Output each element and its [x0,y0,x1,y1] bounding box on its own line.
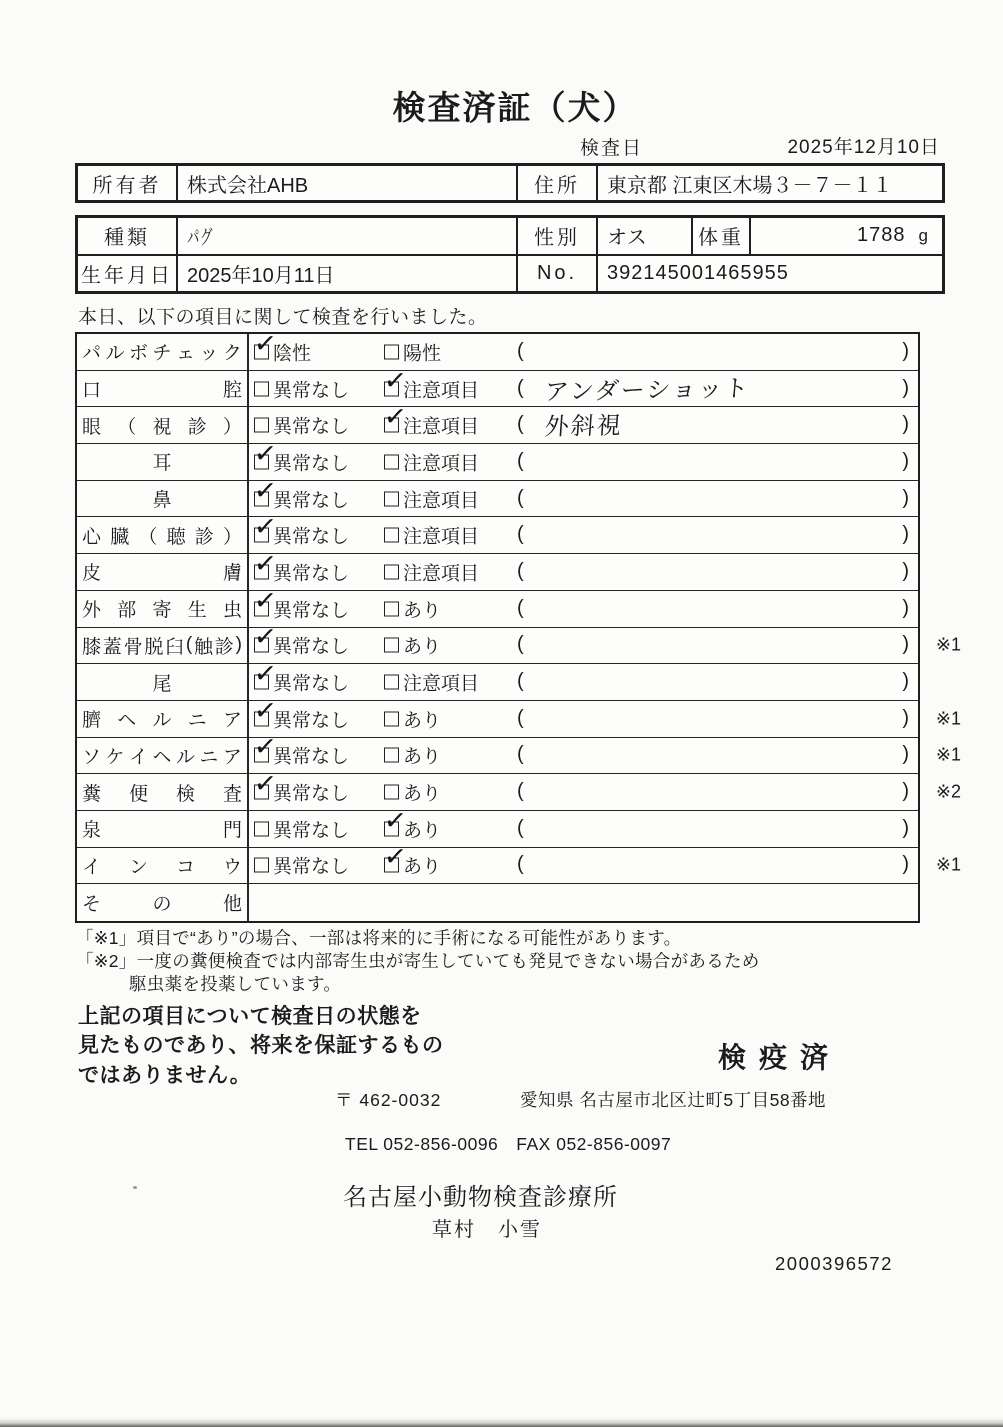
exam-row-content [249,657,918,700]
label-char: （ [138,526,158,548]
checkbox-checked [382,400,409,434]
exam-item-label [77,407,249,443]
label-char: ( [185,634,193,656]
checkbox-checked [252,730,279,765]
label-char: イ [82,856,102,878]
option-2-label: あり [403,600,442,622]
checkbox-empty [384,564,399,579]
label-char: ) [235,634,242,656]
checkbox-empty [254,858,269,873]
label-char: ェ [175,343,195,365]
number-value: 392145001465955 [607,261,789,284]
label-char: ） [222,526,242,548]
paren-close: ) [902,706,909,729]
exam-row-3 [77,400,918,444]
handwritten-checkmark: ✓ [252,584,279,618]
clinic-address: 愛知県 名古屋市北区辻町5丁目58番地 [520,1090,827,1110]
option-2 [384,558,479,585]
label-char: パ [82,343,102,365]
exam-row-content [249,547,918,590]
checkbox-empty [384,711,399,726]
option-1 [252,547,350,585]
checkbox-checked [252,327,279,361]
disclaimer-line-1: 上記の項目について検査日の状態を [78,1005,422,1028]
label-char: の [152,894,172,916]
exam-item-label [77,591,249,627]
clinic-postal-code: 〒 462-0032 [335,1090,442,1110]
clinic-tel-fax: TEL 052-856-0096 FAX 052-856-0097 [345,1134,672,1154]
label-char: 蓋 [102,636,122,658]
checkbox-empty [384,528,399,543]
handwritten-checkmark: ✓ [252,437,279,471]
quarantine-cleared-stamp: 検疫済 [718,1042,842,1073]
weight-label: 体重 [693,218,751,254]
label-char: ） [222,416,242,438]
label-char: ッ [199,343,219,365]
checkbox-empty [384,344,399,359]
exam-item-label: 耳 [77,444,249,480]
footnote-1: 「※1」項目で“あり”の場合、一部は将来的に手術になる可能性があります。 [76,928,682,948]
exam-row-13 [77,767,961,811]
label-char: 他 [222,894,242,916]
exam-item-label [77,371,249,407]
label-char: 査 [222,783,242,805]
label-char: 皮 [82,563,102,585]
checkbox-empty [254,381,269,396]
handwritten-checkmark: ✓ [382,804,409,838]
checkbox-empty [384,454,399,469]
label-char: ル [105,343,125,365]
handwritten-checkmark: ✓ [252,657,279,691]
handwritten-note: 外斜視 [543,412,624,441]
label-char: 膚 [222,563,242,585]
exam-row-8 [77,584,918,628]
label-char: ウ [222,856,242,878]
checkbox-empty [384,748,399,763]
checkbox-checked [382,804,409,838]
exam-row-7 [77,547,918,591]
breed-label: 種類 [78,218,178,254]
disclaimer-line-3: ではありません。 [78,1063,252,1087]
handwritten-checkmark: ✓ [382,400,409,434]
option-1-label: 異常なし [273,380,350,402]
option-2 [384,632,441,659]
exam-item-label: 尾 [77,664,249,700]
label-char: ソ [82,746,102,768]
option-1 [254,412,349,439]
handwritten-checkmark: ✓ [252,620,279,654]
option-1 [252,473,350,512]
label-char: イ [128,746,148,768]
paren-close: ) [902,376,909,399]
label-char: ヘ [152,746,172,768]
footnote-mark: ※1 [935,854,961,875]
checkbox-checked [252,547,279,581]
label-char: ア [222,710,242,732]
footnote-2-line1: 「※2」一度の糞便検査では内部寄生虫が寄生していても発見できない場合があるため [76,951,760,972]
footnote-mark: ※1 [935,744,961,765]
option-2 [384,595,441,622]
birth-value: 2025年10月11日 [178,256,518,292]
option-1-label: 異常なし [273,600,350,622]
paren-close: ) [902,743,909,766]
exam-row-2 [77,363,918,408]
option-2 [384,522,479,549]
exam-row-1 [77,327,918,371]
option-2 [384,669,479,696]
exam-row-content [249,473,918,517]
paren-open: ( [517,560,524,583]
option-2-label: 陽性 [403,343,442,365]
disclaimer-line-2: 見たものであり、将来を保証するもの [78,1034,444,1058]
label-char: ニ [199,746,219,768]
checkbox-empty [254,821,269,836]
label-char: コ [175,856,195,878]
sex-value: オス [598,218,693,254]
option-2 [384,742,441,769]
option-1 [254,815,349,842]
paren-open: ( [517,853,524,876]
exam-row-content [249,620,918,664]
exam-row-content [249,327,918,370]
option-1-label: 異常なし [273,820,350,842]
option-2-label: あり [403,856,442,878]
checkbox-empty [384,601,399,616]
exam-row-content [249,840,918,884]
label-char: ヘ [117,710,137,732]
exam-row-11 [77,694,961,738]
exam-row-16 [77,884,918,921]
label-char: 視 [152,416,172,438]
label-char: 口 [82,380,102,402]
paren-open: ( [517,633,524,656]
paren-close: ) [902,853,909,876]
label-char: ル [152,710,172,732]
option-2-label: 注意項目 [403,563,480,585]
disclaimer-statement [78,1002,444,1090]
serial-number: 2000396572 [775,1253,893,1274]
option-1 [252,620,350,659]
option-2-label: 注意項目 [403,380,480,402]
paren-open: ( [517,413,524,436]
handwritten-checkmark: ✓ [252,510,279,544]
exam-row-content [249,804,918,847]
footnote-mark: ※1 [935,708,961,729]
handwritten-checkmark: ✓ [252,730,279,765]
exam-checklist [75,327,961,923]
label-char: ケ [105,746,125,768]
paren-open: ( [517,449,524,472]
label-char: 腔 [222,380,242,402]
exam-row-content [249,730,918,774]
exam-date-value: 2025年12月10日 [787,137,940,158]
option-1 [252,657,350,696]
intro-text: 本日、以下の項目に関して検査を行いました。 [78,307,488,328]
exam-item-label: 鼻 [77,481,249,517]
breed-value: パグ [178,218,518,254]
paren-open: ( [517,376,524,399]
footnotes [76,927,760,996]
checkbox-empty [384,638,399,653]
checkbox-checked [252,584,279,618]
option-2-label: 注意項目 [403,526,480,548]
weight-value: 1788 [857,224,906,247]
option-1-label: 異常なし [273,416,350,438]
paren-open: ( [517,670,524,693]
checkbox-empty [384,491,399,506]
label-char: 診 [187,416,207,438]
exam-row-12 [77,730,961,775]
pet-table-row-breed [78,218,942,256]
option-2 [384,485,479,512]
address-label: 住所 [518,166,598,200]
option-2-label: あり [403,820,442,842]
paren-open: ( [517,523,524,546]
exam-item-label [77,334,249,370]
exam-row-5 [77,473,918,518]
option-1 [252,767,350,806]
checkbox-checked [252,767,279,801]
label-char: ル [175,746,195,768]
exam-row-content [249,884,918,921]
checkbox-empty [254,418,269,433]
option-2 [382,804,442,842]
exam-item-label [77,628,249,664]
exam-row-content [249,510,918,553]
label-char: 脱 [144,636,164,658]
option-2 [382,400,480,439]
checkbox-checked [252,694,279,728]
option-1-label: 異常なし [273,710,350,732]
handwritten-note: アンダーショット [543,374,752,406]
paren-close: ) [902,413,909,436]
exam-row-content [249,767,918,810]
option-1-label: 異常なし [273,563,350,585]
option-1 [252,437,350,475]
label-char: 臓 [110,526,130,548]
label-char: 外 [82,600,102,622]
label-char: 骨 [123,636,143,658]
option-1 [254,375,349,402]
checkbox-checked [252,437,279,471]
label-char: チ [152,343,172,365]
weight-value-cell [751,218,942,254]
label-char: 膝 [82,636,102,658]
checkbox-empty [384,785,399,800]
option-1 [252,584,350,622]
paren-open: ( [517,706,524,729]
handwritten-checkmark: ✓ [252,473,279,508]
exam-item-label [77,884,249,921]
label-char: 門 [222,820,242,842]
exam-row-14 [77,804,918,848]
label-char: ニ [187,710,207,732]
exam-row-content [249,584,918,627]
label-char: 部 [117,600,137,622]
paren-open: ( [517,743,524,766]
label-char: ア [222,746,242,768]
checkbox-empty [384,675,399,690]
option-2 [384,705,441,732]
exam-row-10 [77,657,918,701]
footnote-mark: ※1 [935,634,961,655]
handwritten-checkmark: ✓ [252,547,279,581]
checkbox-checked [252,510,279,544]
exam-row-15 [77,840,961,885]
label-char: 生 [187,600,207,622]
paren-close: ) [902,449,909,472]
label-char: 便 [128,783,148,805]
label-char: 心 [82,526,102,548]
exam-row-9 [77,620,961,665]
exam-item-label [77,774,249,810]
option-1-label: 異常なし [273,453,350,475]
exam-row-content [249,400,918,443]
scan-dot-artifact [133,1186,137,1189]
label-char: 臼 [165,636,185,658]
option-2 [384,779,441,806]
label-char: 聴 [166,526,186,548]
checkbox-checked [382,363,409,398]
option-2-label: あり [403,746,442,768]
option-2-label: あり [403,710,442,732]
exam-date-label: 検査日 [580,138,644,159]
option-2 [384,338,441,365]
veterinarian-name: 草村 小雪 [432,1219,542,1241]
option-2-label: 注意項目 [403,490,480,512]
pet-table [75,215,945,294]
paren-close: ) [902,523,909,546]
exam-item-label [77,554,249,590]
birth-label: 生年月日 [78,256,178,292]
option-2-label: あり [403,783,442,805]
label-char: 虫 [222,600,242,622]
label-char: 臍 [82,710,102,732]
exam-row-content [249,694,918,737]
paren-close: ) [902,670,909,693]
exam-item-label [77,848,249,884]
exam-row-content [249,363,918,407]
owner-value: 株式会社AHB [178,166,518,200]
paren-open: ( [517,596,524,619]
checkbox-checked [252,473,279,508]
paren-open: ( [517,816,524,839]
owner-table [75,163,945,203]
label-char: 検 [175,783,195,805]
handwritten-checkmark: ✓ [252,694,279,728]
exam-row-6 [77,510,918,554]
number-label: No. [518,256,598,292]
option-2 [384,448,479,475]
option-1-label: 異常なし [273,526,350,548]
handwritten-checkmark: ✓ [252,327,279,361]
option-1 [252,327,312,365]
handwritten-checkmark: ✓ [382,363,409,398]
option-1-label: 異常なし [273,490,350,512]
paren-close: ) [902,633,909,656]
option-1 [252,694,350,732]
option-1-label: 異常なし [273,783,350,805]
label-char: 診 [194,526,214,548]
exam-item-label [77,738,249,774]
option-1-label: 異常なし [273,636,350,658]
paren-close: ) [902,780,909,803]
sex-label: 性別 [518,218,598,254]
label-char: （ [117,416,137,438]
option-2-label: あり [403,636,442,658]
paren-open: ( [517,339,524,362]
footnote-mark: ※2 [935,781,961,802]
option-2 [382,363,480,402]
paren-open: ( [517,486,524,509]
paren-close: ) [902,816,909,839]
scan-bottom-edge [0,1418,1003,1427]
exam-item-label [77,701,249,737]
option-1-label: 陰性 [273,343,312,365]
option-1-label: 異常なし [273,856,350,878]
exam-item-label [77,517,249,553]
checkbox-checked [382,840,409,875]
address-value: 東京都 江東区木場３－７－１１ [607,174,893,197]
clinic-name: 名古屋小動物検査診療所 [343,1184,618,1211]
label-char: 診 [214,636,234,658]
option-1-label: 異常なし [273,673,350,695]
label-char: ク [222,343,242,365]
page-title: 検査済証（犬） [392,89,638,126]
option-1 [252,730,350,769]
label-char: 触 [194,636,214,658]
footnote-2-line2: 駆虫薬を投薬しています。 [129,974,342,995]
owner-label: 所有者 [78,166,178,200]
exam-row-content [249,437,918,480]
option-2-label: 注意項目 [403,416,480,438]
paren-close: ) [902,486,909,509]
paren-close: ) [902,596,909,619]
exam-row-4 [77,437,918,481]
label-char: 眼 [82,416,102,438]
weight-unit: g [918,225,928,245]
option-1-label: 異常なし [273,746,350,768]
checkbox-checked [252,657,279,691]
option-2-label: 注意項目 [403,453,480,475]
paren-close: ) [902,560,909,583]
option-1 [252,510,350,549]
option-2 [382,840,442,879]
exam-item-label [77,811,249,847]
pet-table-row-birth [78,256,942,292]
handwritten-checkmark: ✓ [252,767,279,801]
option-1 [254,852,349,879]
label-char: 泉 [82,820,102,842]
paren-open: ( [517,780,524,803]
label-char: ン [128,856,148,878]
label-char: ボ [128,343,148,365]
checkbox-checked [252,620,279,654]
label-char: 糞 [82,783,102,805]
label-char: そ [82,894,102,916]
option-2-label: 注意項目 [403,673,480,695]
label-char: 寄 [152,600,172,622]
handwritten-checkmark: ✓ [382,840,409,875]
paren-close: ) [902,339,909,362]
